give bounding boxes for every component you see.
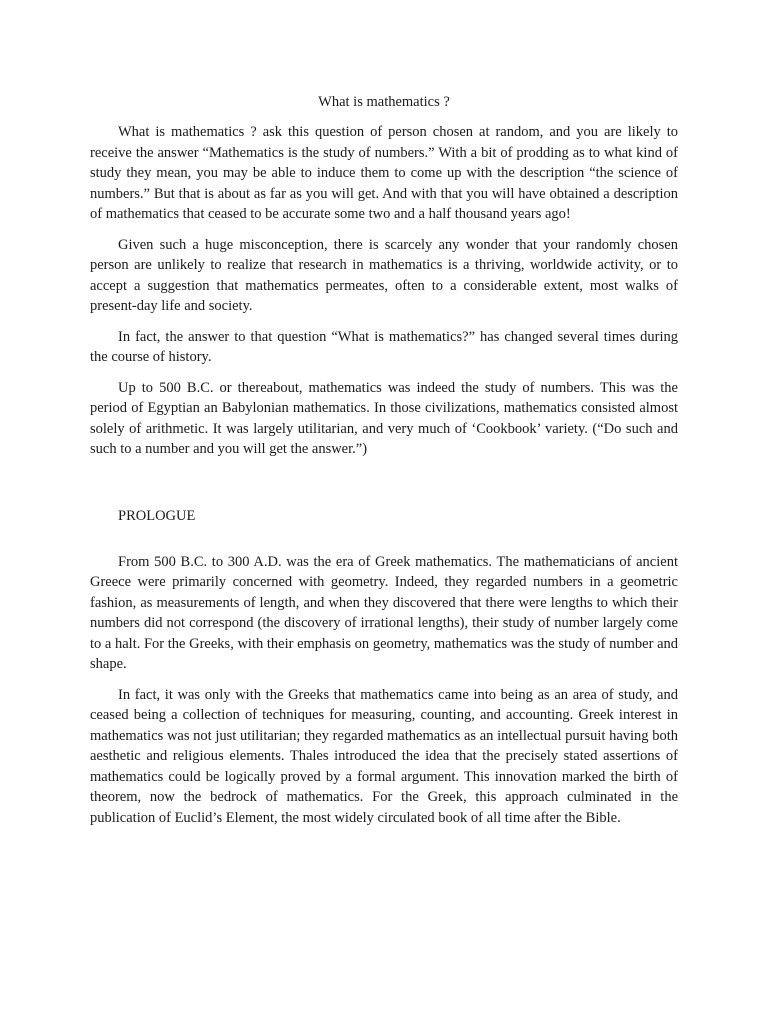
section-heading: PROLOGUE: [118, 507, 196, 524]
paragraph-intro-1: What is mathematics ? ask this question of person chosen at random, and you are likely to receive the answer “Mathematics is the study of numbers.” With a bit of prodding as to what kind of study they mean, you may be able to induce them to come up with the description “the science of numbers.” But that is about as far as you will get. And with that you will have obtained a description of mathematics that ceased to be accurate some two and a half thousand years ago!: [90, 124, 678, 222]
document-title: What is mathematics ?: [318, 94, 450, 110]
document-page: [90, 92, 678, 838]
section-gap: [90, 470, 678, 506]
paragraph-prologue-2: In fact, it was only with the Greeks that mathematics came into being as an area of study, and ceased being a collection of techniques for measuring, counting, and accounting. Greek interest in mathematics was not just utilitarian; they regarded mathematics as an intellectual pursuit having both aesthetic and religious elements. Thales introduced the idea that the precisely stated assertions of mathematics could be logically proved by a formal argument. This innovation marked the birth of theorem, now the bedrock of mathematics. For the Greek, this approach culminated in the publication of Euclid’s Element, the most widely circulated book of all time after the Bible.: [90, 686, 678, 826]
paragraph-intro-2: Given such a huge misconception, there is scarcely any wonder that your randomly chosen person are unlikely to realize that research in mathematics is a thriving, worldwide activity, or to accept a suggestion that mathematics permeates, often to a considerable extent, most walks of present-day life and society.: [90, 236, 678, 314]
paragraph-prologue-1: From 500 B.C. to 300 A.D. was the era of Greek mathematics. The mathematicians of ancient Greece were primarily concerned with geometry. Indeed, they regarded numbers in a geometric fashion, as measurements of length, and when they discovered that there were lengths to which their numbers did not correspond (the discovery of irrational lengths), their study of number largely come to a halt. For the Greeks, with their emphasis on geometry, mathematics was the study of number and shape.: [90, 553, 678, 672]
heading-gap: [90, 526, 678, 552]
paragraph-intro-4: Up to 500 B.C. or thereabout, mathematics was indeed the study of numbers. This was the period of Egyptian an Babylonian mathematics. In those civilizations, mathematics consisted almost solely of arithmetic. It was largely utilitarian, and very much of ‘Cookbook’ variety. (“Do such and such to a number and you will get the answer.”): [90, 379, 678, 457]
paragraph-intro-3: In fact, the answer to that question “What is mathematics?” has changed several times during the course of history.: [90, 328, 678, 365]
